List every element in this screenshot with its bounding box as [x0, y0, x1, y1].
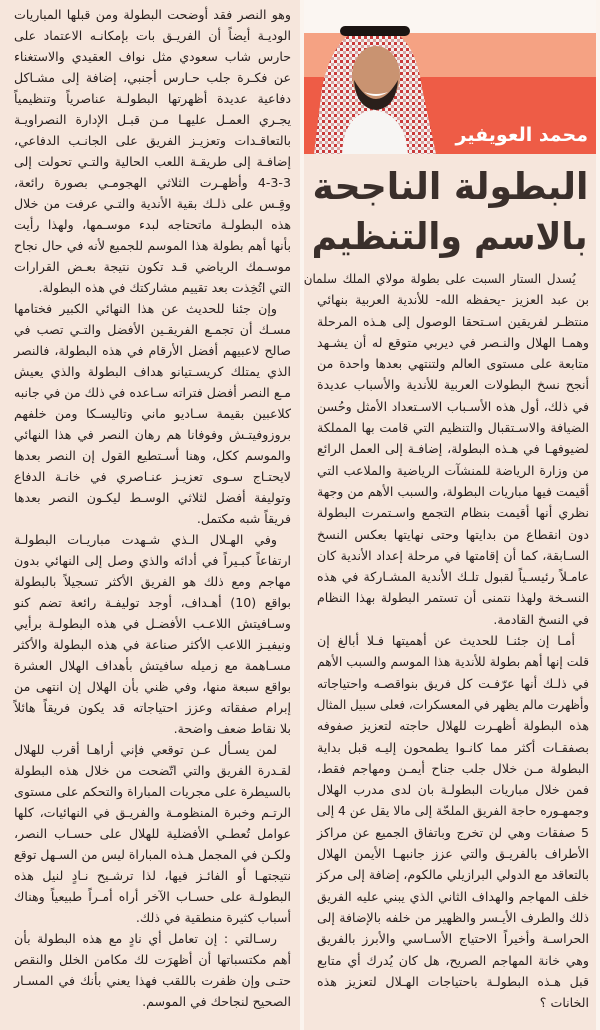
article-column-right: [304, 0, 596, 1030]
article-body-left: [14, 4, 291, 1012]
article-paragraph: [14, 4, 291, 298]
text-line: وسـافيتش اللاعـب الأفضـل في هذه البطولـة برأيي: [14, 616, 291, 631]
text-line: 4-3-3 وأظهـرت الثلاثي الهجومـي بصورة رائعة،: [14, 175, 291, 190]
text-line: الوديـة أيضاً أن الفريـق بات بإمكانـه الاعتماد على: [14, 28, 291, 43]
text-line: أسباب كثيرة منطقية في ذلك.: [135, 910, 291, 925]
text-line: بالتعاقـدات وتعزيـز الفريق على الجانـب الدفاعي،: [14, 133, 291, 148]
text-line: الصحيح لنجاحك في الموسم.: [142, 994, 291, 1009]
text-line: إضافـة إلى طريقـة اللعب الحالية والتـي تحولت إلى: [14, 154, 291, 169]
text-line: فمن خلال مباريات البطولـة بان لدى مدرب الهلال: [317, 782, 589, 798]
text-line: موسـمك الرياضي قـد تكون نتيجة بعـض القرارات: [14, 259, 291, 274]
text-line: الرتـم وخبرة المنظومـة والفريـق في النهائيات، كلها: [14, 805, 291, 820]
text-line: لمن يسـأل عـن توقعي فإني أراهـا أقرب للهلال: [14, 742, 277, 757]
text-line: السـابقة، كما أن إقامتها في مرحلة إعداد الأندية كان: [317, 547, 589, 563]
text-line: وفي الهـلال الـذي شـهدت مباريـات البطولـة: [14, 532, 277, 547]
text-line: بلا نقاط ضعف واضحة.: [173, 721, 291, 736]
text-line: عوامل تُعطـي الأفضلية للهلال على حسـاب النصر،: [14, 826, 291, 841]
article-paragraph: [14, 928, 291, 1012]
author-name: محمد العويفير: [455, 124, 588, 146]
text-line: نتيجتهـا أو الفائـز فيها، لذا ترشـيح نـادٍ لنيل هذه: [14, 868, 291, 883]
headline-row-1: [312, 162, 588, 212]
text-line: مهاجم ومع ذلك هو الفريق الأكثر تسجيلاً بالبطولة: [14, 574, 291, 589]
text-line: إبرام صفقاته وعزز احتياجاته قد يكون فريقاً هائلاً: [14, 700, 291, 715]
text-line: حارس شاب سعودي مثل نواف العقيدي والاستغناء: [14, 49, 291, 64]
text-line: قلت إنها أهم بطولة للأندية هذا الموسم والسبب الأهم: [317, 654, 589, 670]
text-line: في ذلك، أول هذه الأسـباب الاسـتعداد الأمثل وحُسن: [317, 398, 589, 414]
text-line: وهو النصر فقد أوضحت البطولة ومن قبلها المباريات: [14, 7, 291, 22]
text-line: بالتعاقد مع الدولي البرازيلي مالكوم، إضافة إلى مركز: [316, 867, 589, 883]
text-line: رسـالتي : إن تعامل أي نادٍ مع هذه البطولة بأن: [14, 931, 277, 946]
text-line: البطولـة على حسـاب الآخر أراه أمـراً طبيعياً وهناك: [14, 889, 291, 904]
text-line: الأطراف بالفريـق والتي عزز جانبهـا الأيمن الهلال: [317, 846, 589, 862]
article-headline: [312, 162, 588, 262]
text-line: دون انقطاع من بدايتها وحتى نهايتها بعكس النسخ: [317, 526, 589, 542]
text-line: أنجح نسخ البطولات العربية للأندية والأسباب عديدة: [317, 377, 589, 393]
text-line: بواقع سبعة منها، وفي ظني بأن الهلال إن انتهى من: [14, 679, 291, 694]
headline-row-2: [312, 212, 588, 262]
article-body-right: [303, 268, 589, 1013]
text-line: عن فكـرة جلب حـارس أجنبي، إضافة إلى مشـاكل: [14, 70, 291, 85]
article-paragraph: [14, 739, 291, 928]
text-line: ارتفاعاً كبـيراً في أدائه والذي وصل إلى النهائي بدون: [14, 553, 291, 568]
headline-line-1: البطولة الناجحة: [312, 165, 588, 208]
text-line: أقيمت فيها مباريات البطولة، والسبب الأهم من وجهة: [316, 483, 589, 499]
text-line: عامـلاً رئيسـياً لقبول تلـك الأندية المشـاركة في هذه: [317, 569, 589, 585]
text-line: في ذلـك أنها عرّفـت كل فريق بنواقصـه واحتياجاته: [317, 675, 589, 691]
text-line: بن عبد العزيز -يحفظه الله- للأندية العربية بنهائي: [317, 292, 589, 308]
text-line: الذي يمتلك كريسـتيانو هداف البطولة والذي يعيش: [14, 364, 291, 379]
text-line: قبل هـذه البطولـة باحتياجات الهـلال لتعزيز هذه: [317, 973, 589, 989]
text-line: وهمـا الهلال والنـصر في ديربي متوقع له أن يشـهد: [317, 334, 589, 350]
text-line: لضيوفهـا في هـذه البطولة، إضافـة إلى العمل الرائع: [317, 441, 589, 457]
text-line: مسـاهمة مع زميله سافيتش بأهداف الهلال العشرة: [14, 658, 291, 673]
text-line: البطولة مـن خلال جلب جناح أيمـن ومهاجم فقط،: [317, 760, 589, 776]
text-line: نظري أنها أقيمت بنظام التجمع واسـتمرت البطولة: [317, 505, 589, 521]
article-paragraph: [14, 529, 291, 739]
text-line: بأنها أهم بطولة هذا الموسم للجميع لأنه في حال نجاح: [14, 238, 291, 253]
text-line: خلف المهاجم والهداف الثاني الذي يبني عليه الفريق: [317, 888, 589, 904]
text-line: يجـري العمـل عليهـا مـن قبـل الإدارة النصراويـة: [14, 112, 291, 127]
text-line: بصفقـات أكثر مما كانـوا يطمحون إليـه قبل بداية: [317, 739, 589, 755]
text-line: الخانات ؟: [539, 995, 589, 1011]
text-line: بروزوفيتـش وفوفانا هم رهان النصر في هذا النهائي: [14, 427, 291, 442]
text-line: أهم مكتسباتها أن أظهرَت لك مكامن الخلل والنقص: [14, 952, 291, 967]
text-line: هذه البطولة أظهـرت للهلال حاجته لتعزيز صفوفه: [317, 718, 589, 734]
text-line: 5 صفقات وهي لن تخرج وباتفاق الجميع عن مراكز: [317, 824, 589, 840]
text-line: هذه البطولـة ماتحتاجه لبدء موسـمها، ولهذا رأيت: [14, 217, 291, 232]
text-line: وتوليفة أفضل لثلاثي الوسـط ليكـون النصر بعدها: [14, 490, 291, 505]
text-line: حتـى وإن ظفرت باللقب فهذا يعني بأنك في المسـار: [14, 973, 291, 988]
text-line: فريقاً شبه مكتمل.: [196, 511, 291, 526]
text-line: ونيفيـز اللاعب الأكثر صناعة في هذه البطولة والأكثر: [14, 637, 291, 652]
headline-line-2: بالاسم والتنظيم: [312, 215, 588, 258]
text-line: مـع النصر أفضل فتراته سـاعده في ذلك من في جانبه: [14, 385, 291, 400]
article-paragraph: [303, 268, 589, 630]
text-line: الضيافة والاسـتقبال والتنظيم التي قامت بها المملكة: [317, 420, 589, 436]
text-line: كلاعبين بقيمة سـاديو ماني وتاليسـكا ومن خلفهم: [14, 406, 291, 421]
text-line: دفاعية عديدة أظهرتها البطولـة عناصرياً وتنظيمياً: [14, 91, 291, 106]
text-line: والموسم ككل، وهنا أسـتطيع القول إن النصر بعدها: [14, 448, 291, 463]
article-paragraph: [14, 298, 291, 529]
text-line: النسـخة ولهذا نتمنى أن تستمر البطولة بهذا النظام: [317, 590, 589, 606]
text-line: لقـدرة الفريق والتي اتّضحت من خلال هذه البطولة: [14, 763, 291, 778]
text-line: وإن جئنا للحديث عن هذا النهائي الكبير فختامها: [14, 301, 277, 316]
text-line: بالسيطرة على مجريات المباراة والتحكم على مستوى: [14, 784, 291, 799]
text-line: يُسدل الستار السبت على بطولة مولاي الملك سلمان: [303, 271, 576, 286]
article-paragraph: [317, 630, 589, 1013]
text-line: متابعة على مستوى العالم ولتنتهي بعدها واحدة من: [317, 356, 589, 372]
text-line: في النسخ القادمة.: [493, 611, 589, 627]
text-line: وقِـس على ذلـك بقية الأندية والتـي عرفت من خلال: [14, 196, 291, 211]
text-line: التي اتُخِذت بعد تقييم مشاركتك في هذه البطولة.: [38, 280, 291, 295]
text-line: ولكـن في المجمل هـذه المباراة ليس من السـهل توقع: [14, 847, 291, 862]
text-line: مسـك أن تجمـع الفريقـين الأفضل والتـي تصب في: [14, 322, 291, 337]
text-line: ذلك والطرف الأيـسر والظهير من خلفه بالإضافة إلى: [317, 909, 589, 925]
text-line: صالح لاعبيهم أفضل الأرقام في هذه البطولة، فالنصر: [14, 343, 291, 358]
text-line: أمـا إن جئنـا للحديث عن أهميتها فـلا أبالغ إن: [317, 633, 575, 649]
text-line: بواقع (10) أهـداف، أوجد توليفـة رائعة تضم كنو: [14, 595, 291, 610]
text-line: من وزارة الرياضة للمنشآت الرياضية والملاعب التي: [317, 462, 589, 478]
text-line: لايحتـاج سـوى تعزيـز عنـاصري في خانـة الدفاع: [14, 469, 291, 484]
text-line: وأظهرت مالم يظهر في المعسكرات، فعلى سبيل المثال: [316, 696, 589, 712]
text-line: وجمهـوره حاجة الفريق الملحّة إلى مالا يقل عن 4 إلى: [316, 803, 589, 819]
author-photo: [304, 18, 444, 154]
text-line: منتظـر لفريقين اسـتحقا الوصول إلى هـذه المرحلة: [317, 313, 589, 329]
text-line: الحراسـة وأخيراً الاحتياج الأسـاسي والأبرز بالفريق: [317, 931, 589, 947]
text-line: وهي خانة المهاجم الصريح، هل كان يُدرك أي متابع: [317, 952, 589, 968]
